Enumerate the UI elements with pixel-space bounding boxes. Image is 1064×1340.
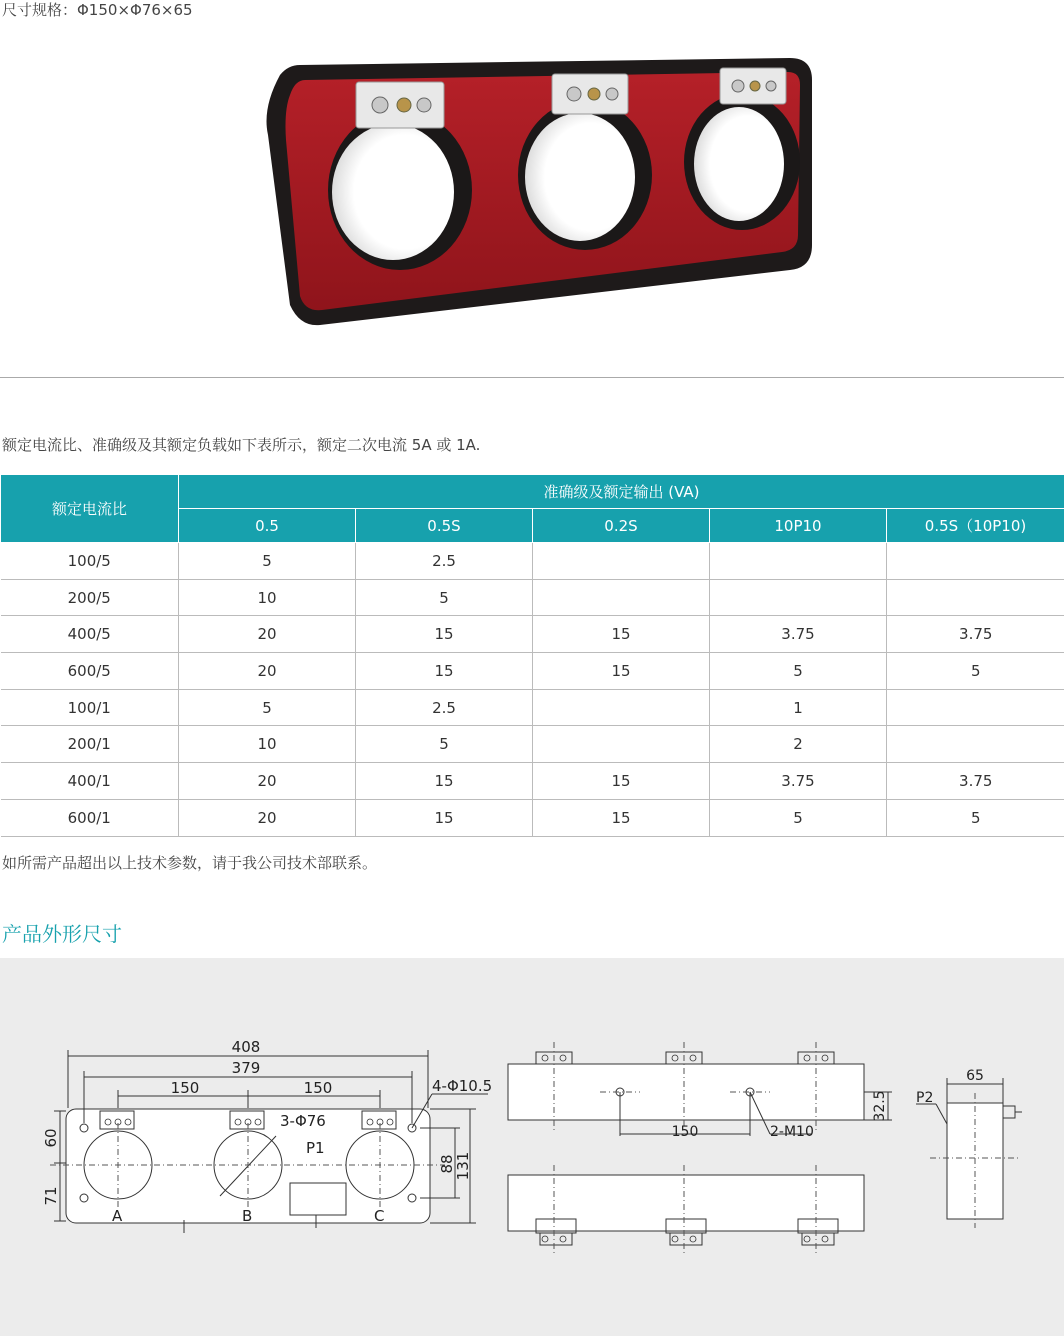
cell-value: 15 xyxy=(533,799,710,836)
cell-value: 20 xyxy=(179,616,356,653)
cell-value: 3.75 xyxy=(887,763,1064,800)
table-row xyxy=(1,579,1064,616)
table-row xyxy=(1,726,1064,763)
cell-value: 1 xyxy=(710,689,887,726)
cell-value: 5 xyxy=(887,799,1064,836)
terminal-block-left xyxy=(356,82,444,128)
cell-value xyxy=(533,579,710,616)
label-a: A xyxy=(112,1207,123,1225)
header-ratio: 额定电流比 xyxy=(1,475,179,543)
cell-value: 2.5 xyxy=(356,543,533,580)
cell-value xyxy=(533,689,710,726)
side-m10: 2-M10 xyxy=(770,1124,814,1140)
cell-value: 15 xyxy=(356,653,533,690)
dim-379: 379 xyxy=(232,1059,261,1077)
cell-value: 15 xyxy=(356,616,533,653)
header-col: 0.2S xyxy=(533,509,710,543)
cell-value: 3.75 xyxy=(710,763,887,800)
cell-ratio: 600/1 xyxy=(1,799,179,836)
cell-ratio: 400/5 xyxy=(1,616,179,653)
dim-150-left: 150 xyxy=(171,1079,200,1097)
table-row xyxy=(1,616,1064,653)
note-text: 如所需产品超出以上技术参数，请于我公司技术部联系。 xyxy=(2,852,377,873)
cell-value: 15 xyxy=(356,799,533,836)
cell-value: 2.5 xyxy=(356,689,533,726)
cell-value: 5 xyxy=(356,726,533,763)
dim-150-right: 150 xyxy=(304,1079,333,1097)
cell-value: 15 xyxy=(533,763,710,800)
header-group: 准确级及额定输出 (VA) xyxy=(179,475,1064,509)
dim-60: 60 xyxy=(42,1128,60,1147)
dim-408: 408 xyxy=(232,1038,261,1056)
cell-value xyxy=(710,543,887,580)
dim-88: 88 xyxy=(438,1154,456,1173)
cell-value: 20 xyxy=(179,653,356,690)
spec-line: 尺寸规格：Φ150×Φ76×65 xyxy=(2,0,193,20)
terminal-block-right xyxy=(720,68,786,104)
product-photo xyxy=(0,40,1064,350)
label-p2: P2 xyxy=(916,1090,933,1106)
cell-value: 20 xyxy=(179,763,356,800)
hole-right xyxy=(684,94,800,230)
cell-value xyxy=(887,726,1064,763)
label-mount-holes: 4-Φ10.5 xyxy=(432,1077,492,1095)
cell-value: 15 xyxy=(533,653,710,690)
header-col: 0.5S（10P10) xyxy=(887,509,1064,543)
label-c: C xyxy=(374,1207,384,1225)
cell-value: 5 xyxy=(179,543,356,580)
terminal-block-middle xyxy=(552,74,628,114)
cell-ratio: 100/1 xyxy=(1,689,179,726)
cell-value: 5 xyxy=(179,689,356,726)
table-row xyxy=(1,653,1064,690)
cell-ratio: 100/5 xyxy=(1,543,179,580)
dimension-drawing xyxy=(0,958,1064,1336)
hole-left xyxy=(328,110,472,270)
cell-value xyxy=(887,579,1064,616)
cell-value: 5 xyxy=(356,579,533,616)
hole-middle xyxy=(518,100,652,250)
rating-table xyxy=(0,474,1064,837)
cell-value: 10 xyxy=(179,726,356,763)
dim-71: 71 xyxy=(42,1186,60,1205)
cell-value xyxy=(887,543,1064,580)
cell-value xyxy=(710,579,887,616)
cell-ratio: 400/1 xyxy=(1,763,179,800)
cell-value: 20 xyxy=(179,799,356,836)
cell-ratio: 200/1 xyxy=(1,726,179,763)
cell-value xyxy=(533,543,710,580)
table-row xyxy=(1,543,1064,580)
end-dim-65: 65 xyxy=(966,1068,984,1084)
header-col: 10P10 xyxy=(710,509,887,543)
cell-value: 5 xyxy=(887,653,1064,690)
cell-value: 10 xyxy=(179,579,356,616)
dim-131: 131 xyxy=(454,1152,472,1181)
front-view xyxy=(54,1050,488,1233)
table-row xyxy=(1,799,1064,836)
label-b: B xyxy=(242,1207,252,1225)
label-p1: P1 xyxy=(306,1139,325,1157)
dimension-drawing-panel xyxy=(0,958,1064,1336)
table-row xyxy=(1,763,1064,800)
cell-value: 3.75 xyxy=(710,616,887,653)
side-dim-150: 150 xyxy=(672,1124,699,1140)
header-col: 0.5S xyxy=(356,509,533,543)
side-view-bottom xyxy=(508,1175,864,1245)
label-main-holes: 3-Φ76 xyxy=(280,1112,326,1130)
intro-text: 额定电流比、准确级及其额定负载如下表所示，额定二次电流 5A 或 1A. xyxy=(2,434,480,455)
cell-ratio: 200/5 xyxy=(1,579,179,616)
cell-value: 15 xyxy=(356,763,533,800)
cell-value xyxy=(887,689,1064,726)
cell-value xyxy=(533,726,710,763)
divider xyxy=(0,377,1064,378)
side-dim-32-5: 32.5 xyxy=(872,1090,888,1121)
side-view-top xyxy=(508,1052,892,1136)
cell-value: 2 xyxy=(710,726,887,763)
section-title: 产品外形尺寸 xyxy=(2,918,122,947)
cell-ratio: 600/5 xyxy=(1,653,179,690)
header-col: 0.5 xyxy=(179,509,356,543)
table-row xyxy=(1,689,1064,726)
cell-value: 5 xyxy=(710,799,887,836)
cell-value: 15 xyxy=(533,616,710,653)
cell-value: 3.75 xyxy=(887,616,1064,653)
cell-value: 5 xyxy=(710,653,887,690)
